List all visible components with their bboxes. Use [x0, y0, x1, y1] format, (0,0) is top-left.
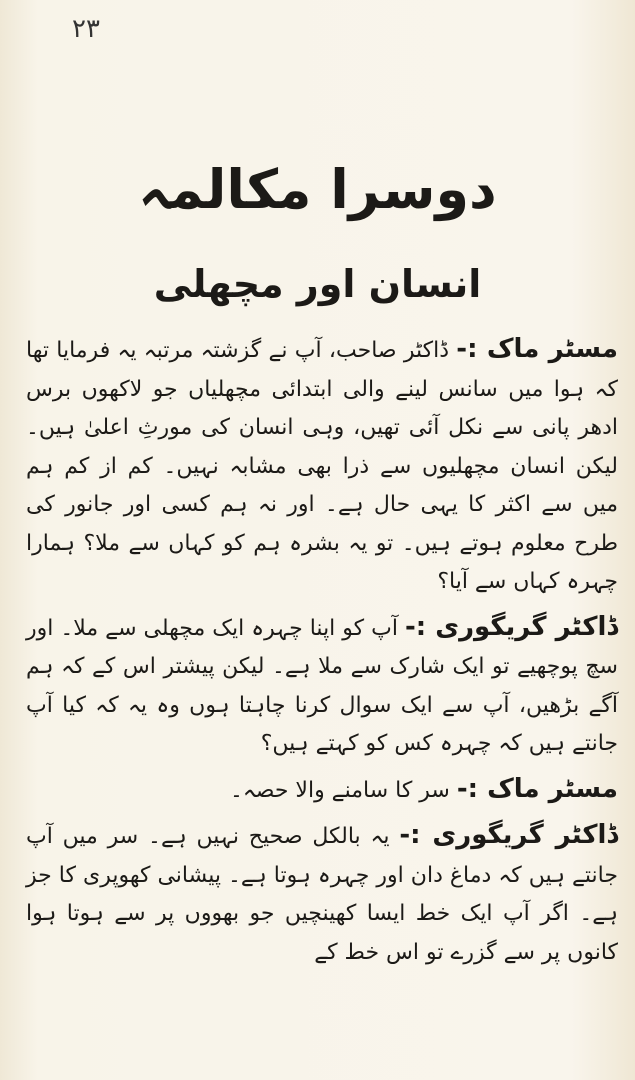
- speaker-name: ڈاکٹر گریگوری :-: [399, 820, 618, 850]
- speaker-name: مسٹر ماک :-: [456, 773, 618, 804]
- dialogue-line: یہ بالکل صحیح نہیں ہے۔ سر میں آپ جانتے ہیں کہ دماغ دان اور چہرہ ہوتا ہے۔ پیشانی کھوپری کا جز ہے۔ اگر آپ ایک خط ایسا کھینچیں جو بھووں پر سے ہوتا ہوا کانوں پر سے گزرے تو اس خط کے: [26, 824, 618, 965]
- dialogue-line: سر کا سامنے والا حصہ۔: [229, 777, 450, 803]
- dialogue-paragraph: [26, 330, 618, 602]
- chapter-subtitle: انسان اور مچھلی: [153, 262, 482, 306]
- dialogue-text: [26, 330, 618, 978]
- dialogue-line: ڈاکٹر صاحب، آپ نے گزشتہ مرتبہ یہ فرمایا تھا کہ ہوا میں سانس لینے والی ابتدائی مچھلیاں جو لاکھوں برس ادھر پانی سے نکل آئی تھیں، وہی انسان کی مورثِ اعلیٰ ہیں۔ لیکن انسان مچھلیوں سے ذرا بھی مشابہ نہیں۔ کم از کم ہم میں سے اکثر کا یہی حال ہے۔ اور نہ ہم کسی اور جانور کی طرح معلوم ہوتے ہیں۔ تو یہ بشرہ ہم کو کہاں سے ملا؟ ہمارا چہرہ کہاں سے آیا؟: [26, 338, 618, 594]
- dialogue-paragraph: [26, 770, 618, 811]
- dialogue-line: آپ کو اپنا چہرہ ایک مچھلی سے ملا۔ اور سچ پوچھیے تو ایک شارک سے ملا ہے۔ لیکن پیشتر اس کے کہ ہم آگے بڑھیں، آپ سے ایک سوال کرنا چاہتا ہوں وہ یہ کہ کیا آپ جانتے ہیں کہ چہرہ کس کو کہتے ہیں؟: [26, 615, 618, 756]
- chapter-title: دوسرا مکالمہ: [138, 158, 497, 221]
- speaker-name: ڈاکٹر گریگوری :-: [405, 611, 618, 642]
- page-number: ۲۳: [72, 14, 100, 44]
- dialogue-paragraph: [26, 608, 618, 764]
- dialogue-paragraph: [26, 816, 618, 972]
- speaker-name: مسٹر ماک :-: [456, 334, 618, 364]
